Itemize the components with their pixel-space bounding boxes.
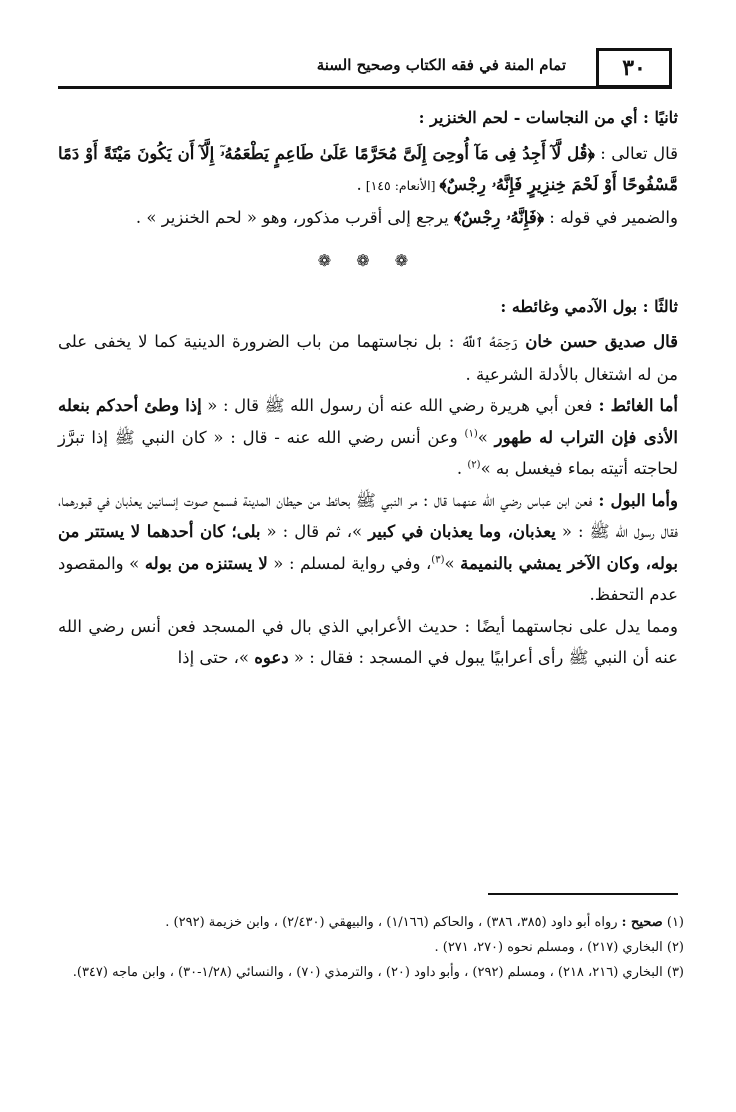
feces-text-a: فعن أبي هريرة رضي الله عنه أن رسول الله ﷺ قال : « xyxy=(201,396,593,415)
urine-label: وأما البول : xyxy=(592,490,678,510)
footnote-text: البخاري (٢١٧) ، ومسلم نحوه (٢٧٠، ٢٧١) . xyxy=(434,940,663,955)
feces-text-c: وعن أنس رضي الله عنه - قال : « كان النبي ﷺ إذا تبرَّز لحاجته أتيته بماء فيغسل به » xyxy=(58,427,678,478)
page-number: ٣٠ xyxy=(596,48,672,89)
main-text xyxy=(58,96,678,674)
pronoun-intro: والضمير في قوله : xyxy=(544,207,678,227)
running-title: تمام المنة في فقه الكتاب وصحيح السنة xyxy=(316,56,566,74)
urine-text-a: فعن ابن عباس رضي الله عنهما قال : مر النبي ﷺ بحائط من حيطان المدينة فسمع صوت إنسانين يعذبان في قبورهما، فقال رسول الله ﷺ : « xyxy=(58,490,679,541)
hadith-sandal: إذا وطئ أحدكم بنعله الأذى فإن التراب له طهور xyxy=(58,396,678,447)
verse-intro: قال تعالى : xyxy=(594,143,678,163)
footnote-grade: صحيح : xyxy=(621,915,663,930)
paragraph-urine xyxy=(58,485,678,611)
footnotes xyxy=(52,910,684,985)
header-rule xyxy=(58,86,672,89)
siddiq-text: : بل نجاستهما من باب الضرورة الدينية كما لا يخفى على من له اشتغال بالأدلة الشرعية . xyxy=(58,332,678,384)
honorific: رَحِمَهُ ٱللَّهُ xyxy=(461,335,518,350)
hadith-yes: بلى؛ كان أحدهما لا يستتر من بوله، وكان الآخر يمشي بالنميمة xyxy=(58,522,678,573)
section-heading-pork: ثانيًا : أي من النجاسات - لحم الخنزير : xyxy=(418,108,678,127)
footnote-text: البخاري (٢١٦، ٢١٨) ، ومسلم (٢٩٢) ، وأبو داود (٢٠) ، والترمذي (٧٠) ، والنسائي (١/٢٨-٣٠) ، وابن ماجه (٣٤٧). xyxy=(72,965,663,980)
urine-text-b: »، ثم قال : « xyxy=(260,522,369,541)
feces-text-b: » xyxy=(477,427,495,447)
section-heading-human-waste: ثالثًا : بول الآدمي وغائطه : xyxy=(500,296,678,316)
footnote-number: (١) xyxy=(662,915,684,930)
urine-text-c: » xyxy=(444,553,461,573)
footnote-number: (٣) xyxy=(662,965,684,980)
urine-text-e: » والمقصود عدم التحفظ. xyxy=(58,553,678,604)
verse-reference: [الأنعام: ١٤٥] xyxy=(361,178,440,193)
paragraph-bedouin xyxy=(58,611,678,674)
page-header xyxy=(40,44,696,90)
footnote-marker-1: (١) xyxy=(464,428,478,439)
footnote-1 xyxy=(52,910,684,935)
footnote-marker-2: (٢) xyxy=(467,459,481,471)
quran-verse-short: ﴿فَإِنَّهُۥ رِجْسٌ﴾ xyxy=(453,207,545,227)
footnote-separator xyxy=(488,893,678,895)
paragraph-siddiq xyxy=(58,326,678,390)
footnote-text: رواه أبو داود (٣٨٥، ٣٨٦) ، والحاكم (١/١٦٦) ، والبيهقي (٢/٤٣٠) ، وابن خزيمة (٢٩٢) . xyxy=(165,915,622,930)
feces-text-d: . xyxy=(456,459,468,478)
scholar-name: قال صديق حسن خان xyxy=(517,332,678,351)
footnote-number: (٢) xyxy=(662,940,684,955)
bedouin-text-b: »، حتى إذا xyxy=(177,648,255,667)
paragraph-verse xyxy=(58,138,678,202)
bedouin-text-a: ومما يدل على نجاستهما أيضًا : حديث الأعرابي الذي بال في المسجد فعن أنس رضي الله عنه أن النبي ﷺ رأى أعرابيًا يبول في المسجد : فقال : « xyxy=(58,616,678,667)
quran-verse: ﴿قُل لَّآ أَجِدُ فِى مَآ أُوحِىَ إِلَىَّ مُحَرَّمًا عَلَىٰ طَاعِمٍ يَطْعَمُهُۥٓ إِلَّآ أَن يَكُونَ مَيْتَةً أَوْ دَمًا مَّسْفُوحًا أَوْ لَحْمَ خِنزِيرٍ فَإِنَّهُۥ رِجْسٌ﴾ xyxy=(58,143,678,194)
paragraph-feces xyxy=(58,390,678,485)
footnote-2 xyxy=(52,935,684,960)
hadith-leave-him: دعوه xyxy=(254,648,289,667)
hadith-muslim: لا يستنزه من بوله xyxy=(144,553,268,573)
hadith-punished: يعذبان، وما يعذبان في كبير xyxy=(368,522,556,541)
paragraph-pronoun xyxy=(58,202,678,234)
footnote-3 xyxy=(52,960,684,985)
feces-label: أما الغائط : xyxy=(592,396,678,415)
urine-text-d: ، وفي رواية لمسلم : « xyxy=(267,553,432,573)
verse-end: . xyxy=(356,175,362,194)
section-divider: ❁ ❁ ❁ xyxy=(317,251,419,270)
pronoun-rest: يرجع إلى أقرب مذكور، وهو « لحم الخنزير » . xyxy=(135,207,454,227)
footnote-marker-3: (٣) xyxy=(431,554,445,565)
